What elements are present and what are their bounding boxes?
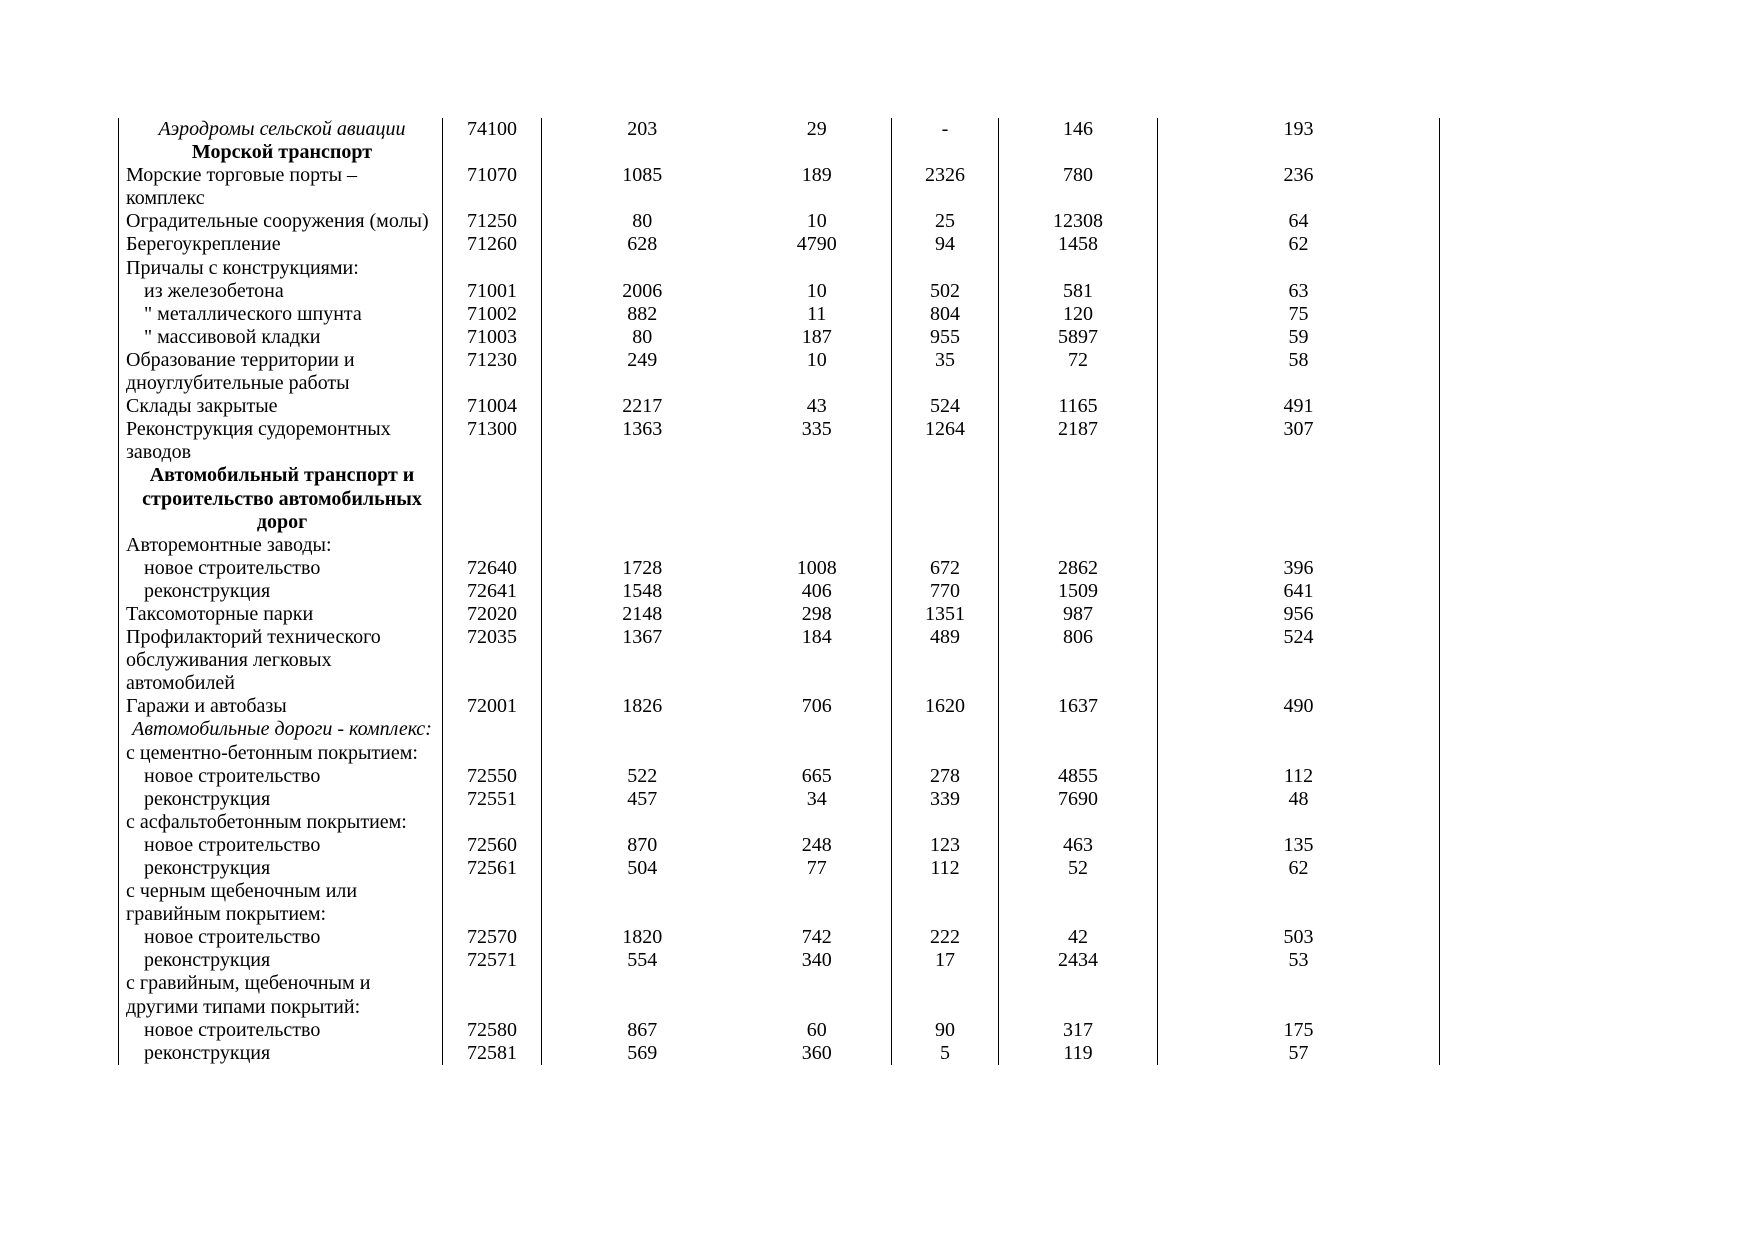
table-row [119,788,1440,811]
value-cell [542,718,743,741]
table-row [119,303,1440,326]
value-cell: 135 [1158,834,1440,857]
value-cell: 17 [892,949,999,972]
row-name: Реконструкция судоремонтных заводов [119,418,443,464]
value-cell: 780 [999,164,1158,210]
value-cell: 48 [1158,788,1440,811]
table-row [119,118,1440,141]
value-cell: 665 [743,765,892,788]
value-cell: 1165 [999,395,1158,418]
value-cell [743,718,892,741]
value-cell: 77 [743,857,892,880]
table-body [119,118,1440,1065]
value-cell: 60 [743,1019,892,1042]
code-cell: 71300 [443,418,542,464]
value-cell: 189 [743,164,892,210]
value-cell: 491 [1158,395,1440,418]
row-name: Берегоукрепление [119,233,443,256]
value-cell [1158,257,1440,280]
value-cell: 1548 [622,579,663,602]
table-row [119,326,1440,349]
value-cell: 278 [892,765,999,788]
value-cell: 62 [1158,233,1440,256]
row-name: Профилакторий технического обслуживания легковых автомобилей [119,626,443,695]
value-cell: 955 [892,326,999,349]
value-cell: 80 [632,325,653,348]
row-name: Морские торговые порты – комплекс [119,164,443,210]
code-cell: 71004 [443,395,542,418]
value-cell: 29 [743,118,892,141]
section-heading: Морской транспорт [119,141,443,164]
value-cell [892,464,999,533]
value-cell [999,534,1158,557]
value-cell: 317 [999,1019,1158,1042]
code-cell [443,141,542,164]
value-cell: 59 [1158,326,1440,349]
value-cell [542,742,743,765]
table-row [119,418,1440,464]
value-cell: 1826 [622,695,663,718]
value-cell [999,972,1158,1018]
code-cell [443,718,542,741]
row-name: " металлического шпунта [119,303,443,326]
value-cell [743,534,892,557]
value-cell: 340 [743,949,892,972]
value-cell: 90 [892,1019,999,1042]
value-cell: 742 [743,926,892,949]
row-name: Причалы с конструкциями: [119,257,443,280]
table-row [119,695,1440,718]
value-cell [892,141,999,164]
value-cell: 7690 [999,788,1158,811]
value-cell: 1264 [892,418,999,464]
value-cell: 119 [999,1042,1158,1065]
code-cell: 72640 [443,557,542,580]
value-cell [999,257,1158,280]
value-cell [892,718,999,741]
code-cell: 72571 [443,949,542,972]
row-name: новое строительство [119,1019,443,1042]
row-name: реконструкция [119,1042,443,1065]
value-cell [542,534,743,557]
value-cell: 2862 [999,557,1158,580]
value-cell: 360 [743,1042,892,1065]
value-cell: 10 [743,349,892,395]
value-cell: 72 [999,349,1158,395]
value-cell [1158,718,1440,741]
code-cell [443,880,542,926]
value-cell: 62 [1158,857,1440,880]
value-cell: 43 [743,395,892,418]
code-cell: 72641 [443,580,542,603]
value-cell: 1509 [999,580,1158,603]
value-cell: 2326 [892,164,999,210]
value-cell: 490 [1158,695,1440,718]
value-cell: 42 [999,926,1158,949]
value-cell [892,534,999,557]
value-cell: 75 [1158,303,1440,326]
code-cell: 72035 [443,626,542,695]
row-name: реконструкция [119,949,443,972]
table-row [119,926,1440,949]
code-cell: 72550 [443,765,542,788]
value-cell: 806 [999,626,1158,695]
value-cell: 1620 [892,695,999,718]
code-cell [443,972,542,1018]
value-cell [999,742,1158,765]
code-cell: 72001 [443,695,542,718]
value-cell: 5897 [999,326,1158,349]
value-cell: 504 [627,857,658,879]
data-table [118,118,1440,1065]
value-cell: 2217 [622,395,663,418]
table-row [119,257,1440,280]
table-row [119,580,1440,603]
code-cell: 71003 [443,326,542,349]
table-row [119,972,1440,1018]
table-row [119,603,1440,626]
value-cell [1158,464,1440,533]
value-cell [743,464,892,533]
table-row [119,280,1440,303]
value-cell: 870 [627,833,658,856]
value-cell: 554 [627,949,658,972]
value-cell: 184 [743,626,892,695]
table-row [119,210,1440,233]
value-cell: 63 [1158,280,1440,303]
code-cell: 72570 [443,926,542,949]
value-cell: 770 [892,580,999,603]
code-cell: 72581 [443,1042,542,1065]
value-cell: 10 [743,210,892,233]
value-cell: 1637 [999,695,1158,718]
value-cell: 187 [743,326,892,349]
value-cell: 524 [1158,626,1440,695]
table-row [119,534,1440,557]
value-cell [999,141,1158,164]
value-cell [542,257,743,280]
value-cell: 2187 [999,418,1158,464]
value-cell: 222 [892,926,999,949]
table-row [119,718,1440,741]
value-cell: 52 [999,857,1158,880]
value-cell: 396 [1158,557,1440,580]
value-cell [743,257,892,280]
value-cell: 112 [1158,765,1440,788]
table-row [119,742,1440,765]
row-name: новое строительство [119,834,443,857]
value-cell: 35 [892,349,999,395]
value-cell: 1008 [743,557,892,580]
value-cell: 10 [743,280,892,303]
row-name: Таксомоторные парки [119,603,443,626]
value-cell [1158,972,1440,1018]
value-cell [892,880,999,926]
row-name: с черным щебеночным или гравийным покрытием: [119,880,443,926]
value-cell: 123 [892,834,999,857]
row-name: Авторемонтные заводы: [119,534,443,557]
value-cell [542,141,743,164]
value-cell: 1367 [622,626,663,649]
row-name: Склады закрытые [119,395,443,418]
value-cell: 489 [892,626,999,695]
value-cell [1158,141,1440,164]
value-cell: 4790 [743,233,892,256]
row-name: реконструкция [119,857,443,880]
value-cell: 248 [743,834,892,857]
table-row [119,1042,1440,1065]
code-cell [443,534,542,557]
value-cell: 11 [743,303,892,326]
code-cell [443,811,542,834]
value-cell: 956 [1158,603,1440,626]
value-cell: 1820 [622,926,663,949]
table-row [119,1019,1440,1042]
value-cell [542,811,743,834]
value-cell: 249 [627,348,658,371]
value-cell: 503 [1158,926,1440,949]
table-row [119,233,1440,256]
value-cell: 502 [892,280,999,303]
value-cell: 12308 [999,210,1158,233]
value-cell: 236 [1158,164,1440,210]
value-cell: 457 [627,787,658,810]
value-cell: 335 [743,418,892,464]
row-name: из железобетона [119,280,443,303]
row-name: с цементно-бетонным покрытием: [119,742,443,765]
value-cell: 463 [999,834,1158,857]
value-cell [1158,811,1440,834]
code-cell: 72020 [443,603,542,626]
table-row [119,349,1440,395]
value-cell: 57 [1158,1042,1440,1065]
code-cell: 71250 [443,210,542,233]
value-cell: 5 [892,1042,999,1065]
row-name: реконструкция [119,580,443,603]
value-cell: 25 [892,210,999,233]
value-cell [999,811,1158,834]
value-cell: 628 [627,233,658,256]
code-cell [443,257,542,280]
value-cell [743,811,892,834]
code-cell: 72561 [443,857,542,880]
value-cell: 112 [892,857,999,880]
code-cell [443,464,542,533]
row-name: Гаражи и автобазы [119,695,443,718]
value-cell [743,880,892,926]
row-name: новое строительство [119,926,443,949]
value-cell [892,257,999,280]
code-cell: 71002 [443,303,542,326]
section-heading: Автомобильный транспорт и строительство автомобильных дорог [119,464,443,533]
value-cell [743,972,892,1018]
code-cell: 71001 [443,280,542,303]
value-cell: - [892,118,999,141]
row-name: с асфальтобетонным покрытием: [119,811,443,834]
row-name: с гравийным, щебеночным и другими типами покрытий: [119,972,443,1018]
table-row [119,395,1440,418]
value-cell: 94 [892,233,999,256]
value-cell: 193 [1158,118,1440,141]
table-row [119,880,1440,926]
table-row [119,141,1440,164]
code-cell: 72580 [443,1019,542,1042]
code-cell: 72551 [443,788,542,811]
table-row [119,857,1440,880]
value-cell: 987 [999,603,1158,626]
section-heading: Аэродромы сельской авиации [119,118,443,141]
value-cell: 1458 [999,233,1158,256]
row-name: " массивовой кладки [119,326,443,349]
row-name: Оградительные сооружения (молы) [119,210,443,233]
value-cell: 524 [892,395,999,418]
table-row [119,765,1440,788]
row-name: новое строительство [119,557,443,580]
value-cell [1158,742,1440,765]
value-cell: 1085 [622,164,663,187]
value-cell [892,811,999,834]
value-cell [892,972,999,1018]
value-cell: 882 [627,302,658,325]
value-cell: 146 [999,118,1158,141]
value-cell [1158,880,1440,926]
value-cell [542,464,743,533]
value-cell: 80 [632,210,653,233]
value-cell: 203 [627,118,658,140]
table-row [119,626,1440,695]
value-cell: 64 [1158,210,1440,233]
value-cell: 339 [892,788,999,811]
value-cell: 58 [1158,349,1440,395]
value-cell: 1363 [622,418,663,441]
value-cell: 307 [1158,418,1440,464]
table-row [119,464,1440,533]
value-cell [542,880,743,926]
value-cell: 706 [743,695,892,718]
value-cell: 522 [627,764,658,787]
value-cell [999,718,1158,741]
value-cell: 120 [999,303,1158,326]
value-cell [999,880,1158,926]
value-cell: 641 [1158,580,1440,603]
code-cell: 71260 [443,233,542,256]
value-cell: 581 [999,280,1158,303]
value-cell: 569 [627,1041,658,1064]
value-cell [743,141,892,164]
value-cell: 672 [892,557,999,580]
value-cell [1158,534,1440,557]
value-cell: 4855 [999,765,1158,788]
value-cell [542,972,743,1018]
code-cell: 71230 [443,349,542,395]
value-cell: 867 [627,1018,658,1041]
table-row [119,949,1440,972]
section-heading: Автомобильные дороги - комплекс: [119,718,443,741]
value-cell: 34 [743,788,892,811]
value-cell: 1728 [622,556,663,579]
code-cell [443,742,542,765]
table-row [119,557,1440,580]
value-cell: 406 [743,580,892,603]
value-cell: 2434 [999,949,1158,972]
code-cell: 74100 [443,118,542,141]
table-row [119,164,1440,210]
value-cell: 804 [892,303,999,326]
value-cell: 2006 [622,279,663,302]
table-row [119,811,1440,834]
value-cell: 1351 [892,603,999,626]
code-cell: 71070 [443,164,542,210]
table-row [119,834,1440,857]
row-name: новое строительство [119,765,443,788]
value-cell: 53 [1158,949,1440,972]
value-cell: 2148 [622,602,663,625]
value-cell: 175 [1158,1019,1440,1042]
value-cell [892,742,999,765]
value-cell: 298 [743,603,892,626]
value-cell [999,464,1158,533]
row-name: Образование территории и дноуглубительные работы [119,349,443,395]
code-cell: 72560 [443,834,542,857]
row-name: реконструкция [119,788,443,811]
value-cell [743,742,892,765]
